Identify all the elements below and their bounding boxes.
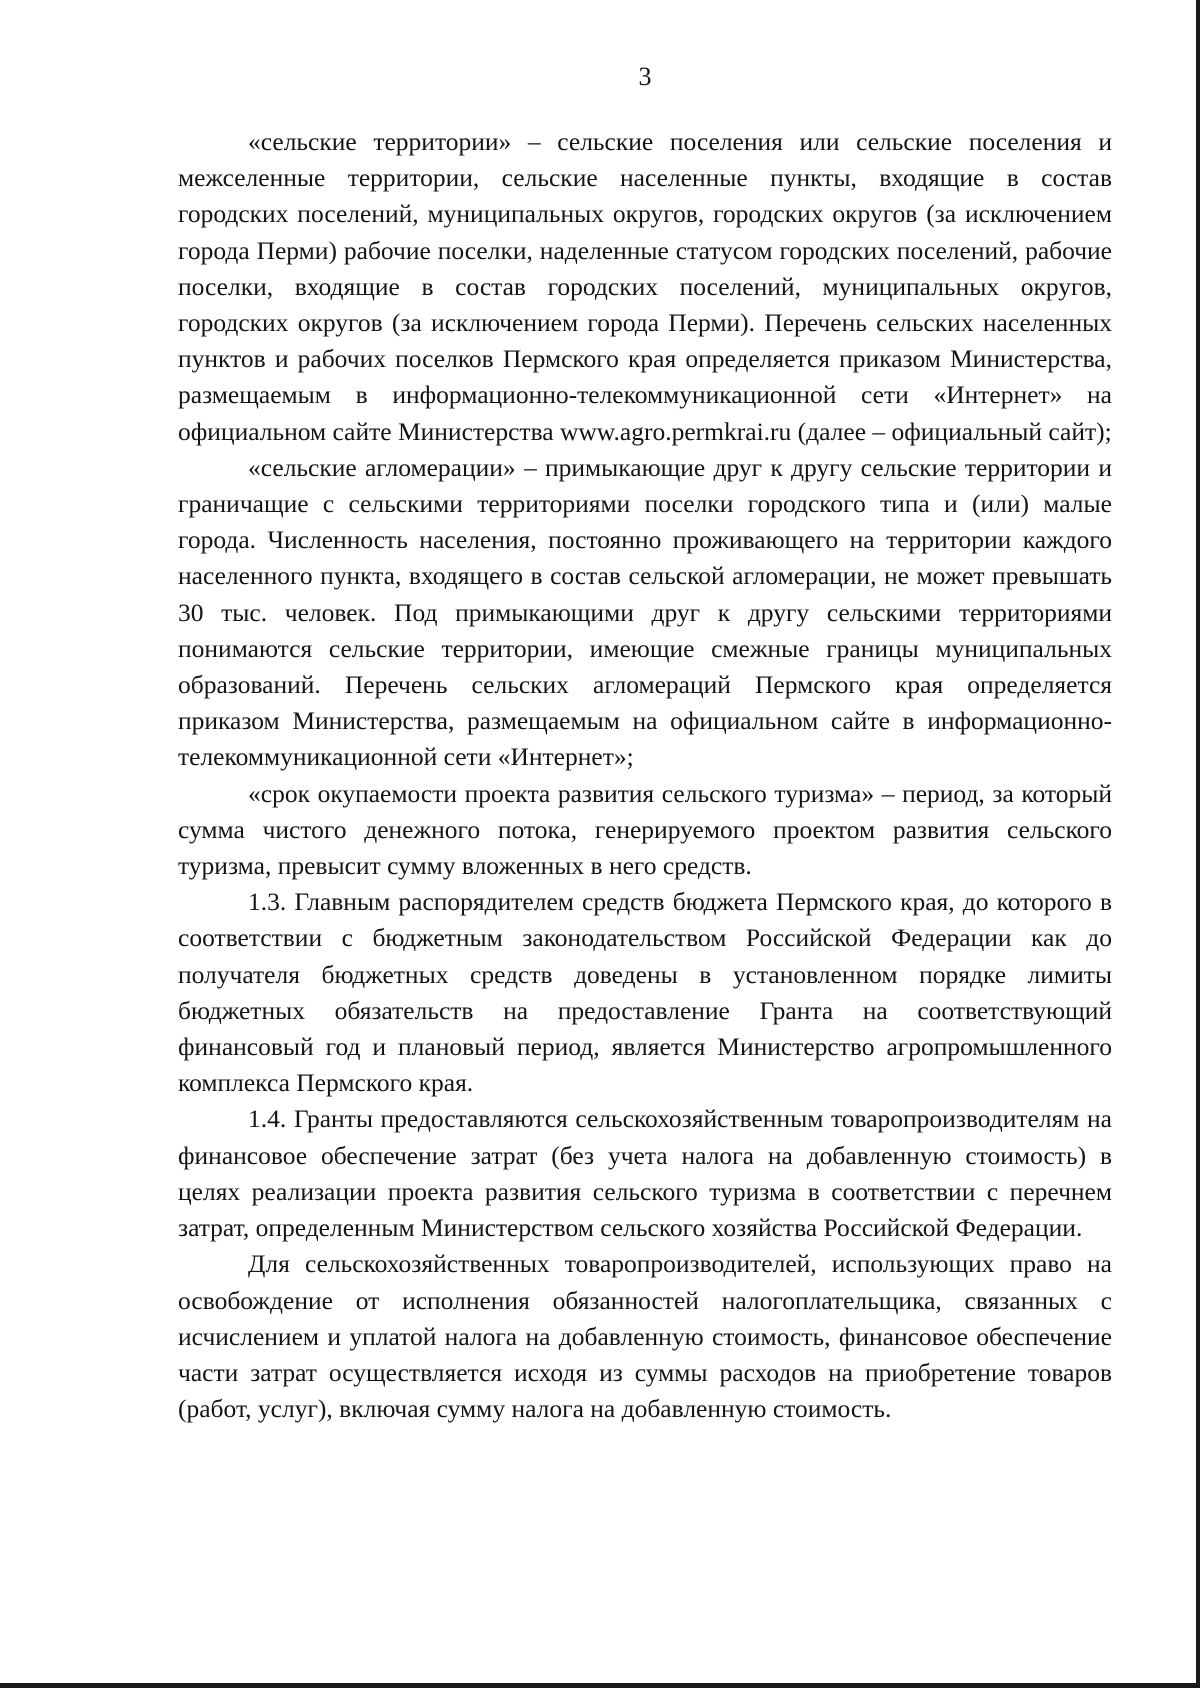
scan-edge-right [1196, 0, 1200, 1688]
paragraph-section-1-3: 1.3. Главным распорядителем средств бюджета Пермского края, до которого в соответствии с бюджетным законодательством Российской Федерации как до получателя бюджетных средств доведены в установленном порядке лимиты бюджетных обязательств на предоставление Гранта на соответствующий финансовый год и плановый период, является Министерство агропромышленного комплекса Пермского края. [178, 887, 1112, 1098]
paragraph-section-1-4: 1.4. Гранты предоставляются сельскохозяйственным товаропроизводителям на финансовое обеспечение затрат (без учета налога на добавленную стоимость) в целях реализации проекта развития сельского туризма в соответствии с перечнем затрат, определенным Министерством сельского хозяйства Российской Федерации. [178, 1104, 1112, 1243]
paragraph-payback-period: «срок окупаемости проекта развития сельского туризма» – период, за который сумма чистого денежного потока, генерируемого проектом развития сельского туризма, превысит сумму вложенных в него средств. [178, 778, 1112, 881]
paragraph-rural-territories: «сельские территории» – сельские поселения или сельские поселения и межселенные территории, сельские населенные пункты, входящие в состав городских поселений, муниципальных округов, городских округов (за исключением города Перми) рабочие поселки, наделенные статусом городских поселений, рабочие поселки, входящие в состав городских поселений, муниципальных округов, городских округов (за исключением города Перми). Перечень сельских населенных пунктов и рабочих поселков Пермского края определяется приказом Министерства, размещаемым в информационно-телекоммуникационной сети «Интернет» на официальном сайте Министерства www.agro.permkrai.ru (далее – официальный сайт); [178, 127, 1112, 446]
page-number: 3 [638, 62, 652, 91]
scan-edge-bottom [0, 1683, 1200, 1688]
paragraph-vat-exemption: Для сельскохозяйственных товаропроизводителей, использующих право на освобождение от исполнения обязанностей налогоплательщика, связанных с исчислением и уплатой налога на добавленную стоимость, финансовое обеспечение части затрат осуществляется исходя из суммы расходов на приобретение товаров (работ, услуг), включая сумму налога на добавленную стоимость. [178, 1249, 1112, 1424]
document-body [178, 124, 1112, 1427]
paragraph-rural-agglomerations: «сельские агломерации» – примыкающие друг к другу сельские территории и граничащие с сельскими территориями поселки городского типа и (или) малые города. Численность населения, постоянно проживающего на территории каждого населенного пункта, входящего в состав сельской агломерации, не может превышать 30 тыс. человек. Под примыкающими друг к другу сельскими территориями понимаются сельские территории, имеющие смежные границы муниципальных образований. Перечень сельских агломераций Пермского края определяется приказом Министерства, размещаемым на официальном сайте в информационно-телекоммуникационной сети «Интернет»; [178, 452, 1112, 772]
